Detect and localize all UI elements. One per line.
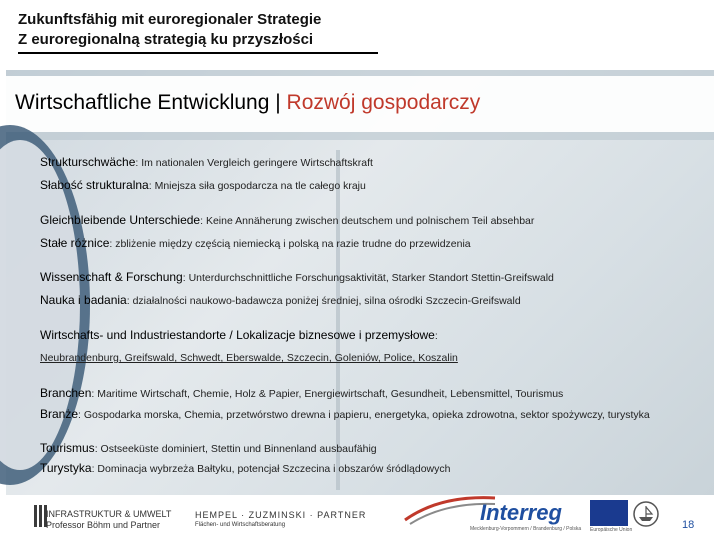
- map-river: [336, 150, 340, 490]
- bullet-row: Gleichbleibende Unterschiede: Keine Annäherung zwischen deutschem und polnischem Teil absehbar: [40, 213, 535, 227]
- header-underline: [18, 52, 378, 54]
- bullet-row: Wirtschafts- und Industriestandorte / Lokalizacje biznesowe i przemysłowe:: [40, 328, 438, 342]
- infra-logo-text: INFRASTRUKTUR & UMWELT Professor Böhm und Partner: [46, 509, 172, 530]
- slide-header: [18, 10, 418, 50]
- slide-title-de: Wirtschaftliche Entwicklung: [15, 91, 270, 114]
- page-number: 18: [682, 519, 695, 531]
- bullet-row: Turystyka: Dominacja wybrzeża Bałtyku, potencjał Szczecina i obszarów śródlądowych: [40, 461, 451, 475]
- hempel-logo: HEMPEL · ZUZMINSKI · PARTNER Flächen- und Wirtschaftsberatung: [195, 510, 367, 528]
- header-title-de: Zukunftsfähig mit euroregionaler Strategie: [18, 11, 322, 28]
- eu-label: Europäische Union: [590, 527, 633, 533]
- bullet-row: Wissenschaft & Forschung: Unterdurchschnittliche Forschungsaktivität, Starker Standort Stettin-Greifswald: [40, 270, 554, 284]
- bullet-row: Stałe różnice: zbliżenie między częścią niemiecką i polską na razie trudne do przewidzenia: [40, 236, 471, 250]
- bullet-row: Strukturschwäche: Im nationalen Vergleich geringere Wirtschaftskraft: [40, 155, 373, 169]
- eu-flag-icon: [590, 500, 628, 526]
- bullet-row: Tourismus: Ostseeküste dominiert, Stettin und Binnenland ausbaufähig: [40, 441, 377, 455]
- interreg-logo: Interreg: [480, 500, 562, 525]
- slide-title: [15, 91, 480, 115]
- ship-logo-icon: [632, 500, 660, 528]
- interreg-subtitle: Mecklenburg-Vorpommern / Brandenburg / Polska: [470, 526, 582, 532]
- bullet-row: Branchen: Maritime Wirtschaft, Chemie, Holz & Papier, Energiewirtschaft, Gesundheit, Lebensmittel, Tourismus: [40, 386, 564, 400]
- bullet-row: Neubrandenburg, Greifswald, Schwedt, Eberswalde, Szczecin, Goleniów, Police, Koszalin: [40, 352, 458, 364]
- header-title-pl: Z euroregionalną strategią ku przyszłości: [18, 31, 314, 48]
- slide-title-separator: |: [269, 91, 287, 114]
- bullet-row: Słabość strukturalna: Mniejsza siła gospodarcza na tle całego kraju: [40, 178, 366, 192]
- slide-title-pl: Rozwój gospodarczy: [286, 91, 481, 114]
- bullet-row: Branże: Gospodarka morska, Chemia, przetwórstwo drewna i papieru, energetyka, opieka zdrowotna, sektor spożywczy, turystyka: [40, 407, 650, 421]
- bullet-row: Nauka i badania: działalności naukowo-badawcza poniżej średniej, silna ośrodki Szczecin-Greifswald: [40, 293, 521, 307]
